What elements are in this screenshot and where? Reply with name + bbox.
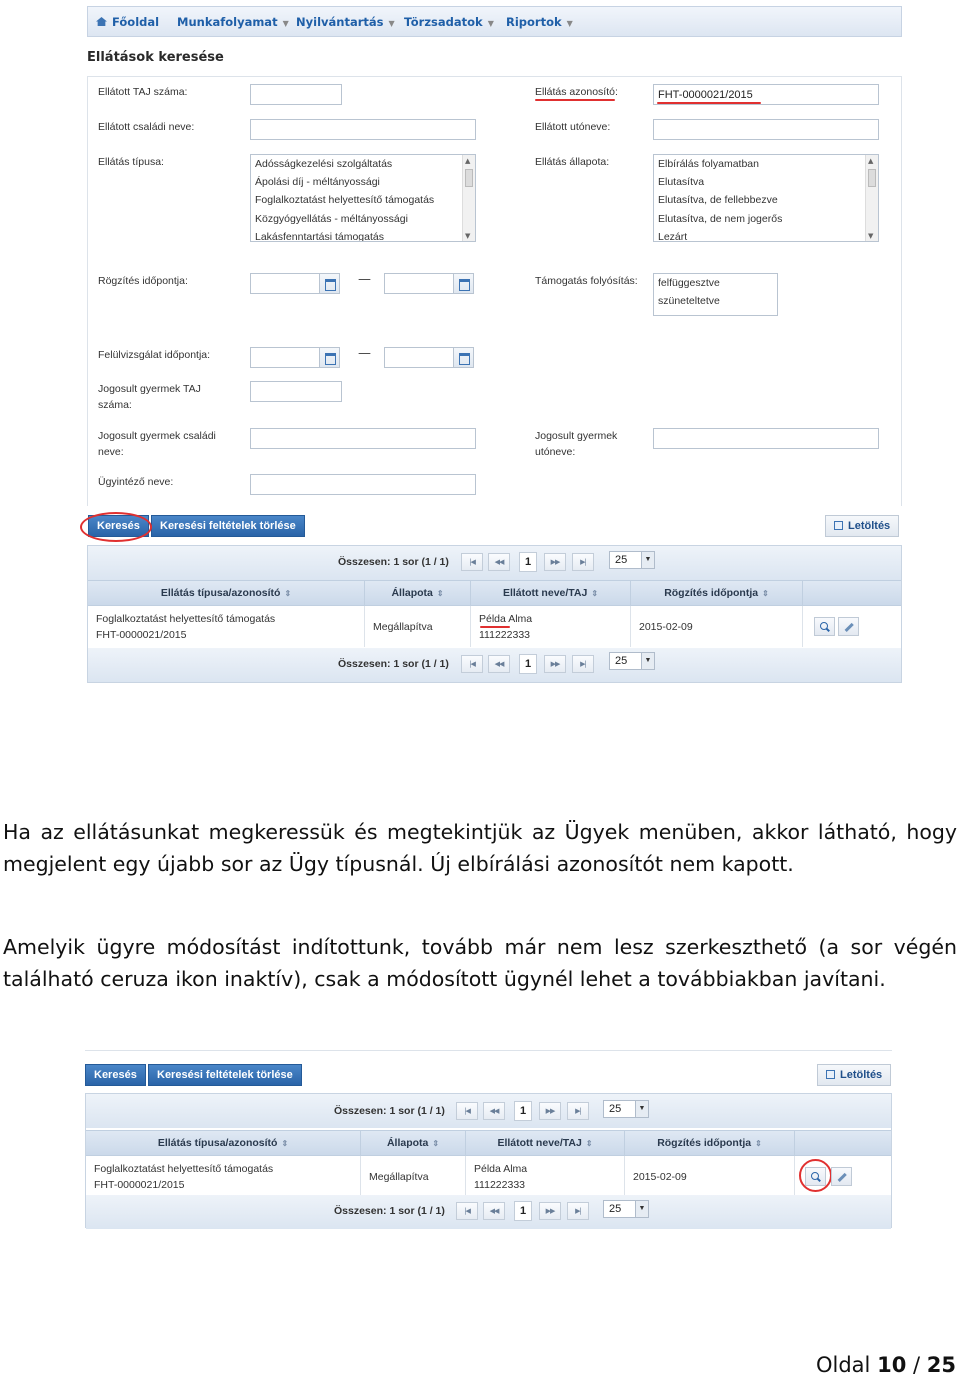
range-separator: — [358, 272, 371, 287]
cell-nev: Példa Alma 111222333 [471, 606, 631, 647]
cell-allapot: Megállapítva [365, 606, 471, 647]
grid-header [86, 1130, 891, 1156]
paragraph-1: Ha az ellátásunkat megkeressük és megtekintjük az Ügyek menüben, akkor látható, hogy megjelent egy újabb sor az Ügy típusnál. Új elbírálási azonosítót nem kapott. [3, 820, 957, 876]
calendar-icon[interactable] [319, 273, 340, 294]
felulvizsgalat-to-input[interactable] [384, 347, 454, 368]
annotation-underline [535, 99, 615, 101]
nav-riportok[interactable]: Riportok ▼ [506, 15, 573, 29]
home-icon [96, 17, 107, 26]
nav-nyilvantartas[interactable]: Nyilvántartás ▼ [296, 15, 395, 29]
results-grid [87, 545, 902, 683]
sort-icon: ⇕ [585, 1139, 593, 1148]
azonosito-label: Ellátás azonosító: [535, 86, 618, 98]
col-header-rogzites[interactable]: Rögzítés időpontja ⇕ [625, 1131, 795, 1155]
sort-icon: ⇕ [436, 589, 444, 598]
edit-pencil-icon[interactable] [831, 1167, 852, 1186]
list-item[interactable]: Adósságkezelési szolgáltatás [255, 158, 393, 170]
page-number[interactable]: 1 [519, 552, 537, 572]
ugyintezo-input[interactable] [250, 474, 476, 495]
grid-header [88, 580, 901, 606]
clear-filters-button[interactable]: Keresési feltételek törlése [151, 515, 305, 537]
allapot-label: Ellátás állapota: [535, 156, 610, 168]
clear-filters-button[interactable]: Keresési feltételek törlése [148, 1064, 302, 1086]
page-number[interactable]: 1 [514, 1201, 532, 1221]
chevron-down-icon: ▼ [487, 19, 494, 28]
calendar-icon[interactable] [453, 273, 474, 294]
pager-top [86, 1094, 891, 1128]
folyositas-listbox[interactable] [653, 273, 778, 316]
pager-summary: Összesen: 1 sor (1 / 1) [334, 1205, 445, 1217]
gyermek-csaladi-label: Jogosult gyermek családi neve: [98, 430, 216, 458]
first-page-button[interactable]: |◀ [461, 553, 483, 571]
annotation-circle [80, 512, 152, 542]
sort-icon: ⇕ [281, 1139, 289, 1148]
chevron-down-icon[interactable]: ▼ [465, 232, 471, 240]
sort-icon: ⇕ [432, 1139, 440, 1148]
nav-fooldal[interactable]: Főoldal [96, 15, 159, 29]
prev-page-button[interactable]: ◀◀ [488, 655, 510, 673]
cell-allapot: Megállapítva [361, 1156, 466, 1197]
rogzites-label: Rögzítés időpontja: [98, 275, 188, 287]
cell-tipus: Foglalkoztatást helyettesítő támogatás FHT-0000021/2015 [88, 606, 365, 647]
chevron-down-icon: ▼ [641, 552, 654, 568]
calendar-icon[interactable] [453, 347, 474, 368]
felulvizsgalat-from-input[interactable] [250, 347, 320, 368]
taj-input[interactable] [250, 84, 342, 105]
col-header-tipus[interactable]: Ellátás típusa/azonosító ⇕ [86, 1131, 361, 1155]
download-icon [834, 521, 843, 530]
footer-total-pages: 25 [926, 1353, 956, 1377]
view-magnifier-icon[interactable] [814, 617, 835, 636]
next-page-button[interactable]: ▶▶ [539, 1102, 561, 1120]
tipus-listbox[interactable] [250, 154, 476, 242]
edit-pencil-icon[interactable] [838, 617, 859, 636]
col-header-nev[interactable]: Ellátott neve/TAJ ⇕ [466, 1131, 625, 1155]
cell-tipus: Foglalkoztatást helyettesítő támogatás FHT-0000021/2015 [86, 1156, 361, 1197]
nav-munkafolyamat[interactable]: Munkafolyamat ▼ [177, 15, 289, 29]
table-row[interactable] [86, 1156, 891, 1197]
col-header-tipus[interactable]: Ellátás típusa/azonosító ⇕ [88, 581, 365, 605]
cell-rogzites: 2015-02-09 [625, 1156, 795, 1197]
pager-bottom [86, 1195, 891, 1229]
rogzites-to-input[interactable] [384, 273, 454, 294]
paragraph-2: Amelyik ügyre módosítást indítottunk, tovább már nem lesz szerkeszthető (a sor végén található ceruza ikon inaktív), csak a módosított ügynél lehet a továbbiakban javítani. [3, 935, 957, 991]
nav-torzsadatok[interactable]: Törzsadatok ▼ [404, 15, 494, 29]
section-title: Ellátások keresése [87, 50, 224, 65]
tipus-label: Ellátás típusa: [98, 156, 164, 168]
pager-bottom [88, 648, 901, 682]
chevron-up-icon[interactable]: ▲ [465, 157, 471, 165]
list-item[interactable]: Elutasítva, de nem jogerős [658, 212, 783, 225]
chevron-down-icon: ▼ [635, 1101, 648, 1117]
sort-icon: ⇕ [284, 589, 292, 598]
gyermek-utonev-label: Jogosult gyermek utóneve: [535, 430, 618, 458]
allapot-listbox[interactable] [653, 154, 879, 242]
last-page-button[interactable]: ▶| [567, 1102, 589, 1120]
footer-current-page: 10 [877, 1353, 907, 1377]
download-button[interactable]: Letöltés [825, 515, 899, 537]
pager-summary: Összesen: 1 sor (1 / 1) [334, 1105, 445, 1117]
chevron-down-icon: ▼ [641, 653, 654, 669]
list-item[interactable]: Lezárt [658, 230, 688, 242]
prev-page-button[interactable]: ◀◀ [483, 1202, 505, 1220]
cell-rogzites: 2015-02-09 [631, 606, 803, 647]
col-header-rogzites[interactable]: Rögzítés időpontja ⇕ [631, 581, 803, 605]
azonosito-input[interactable]: FHT-0000021/2015 [653, 84, 879, 105]
utonev-input[interactable] [653, 119, 879, 140]
list-item[interactable]: szüneteltetve [658, 295, 720, 308]
gyermek-taj-label: Jogosult gyermek TAJ száma: [98, 383, 201, 411]
ugyintezo-label: Ügyintéző neve: [98, 476, 174, 488]
prev-page-button[interactable]: ◀◀ [483, 1102, 505, 1120]
col-header-nev[interactable]: Ellátott neve/TAJ ⇕ [471, 581, 631, 605]
last-page-button[interactable]: ▶| [567, 1202, 589, 1220]
page-size-select[interactable]: 25 ▼ [603, 1200, 649, 1218]
list-item[interactable]: felfüggesztve [658, 277, 720, 289]
csaladi-nev-label: Ellátott családi neve: [98, 121, 195, 133]
table-row[interactable] [88, 606, 901, 647]
cell-nev: Példa Alma 111222333 [466, 1156, 625, 1197]
next-page-button[interactable]: ▶▶ [539, 1202, 561, 1220]
search-form-panel [87, 76, 902, 506]
annotation-underline [480, 626, 510, 628]
chevron-up-icon[interactable]: ▲ [868, 157, 874, 165]
page-size-select[interactable]: 25 ▼ [609, 652, 655, 670]
csaladi-nev-input[interactable] [250, 119, 476, 140]
results-grid [85, 1093, 892, 1228]
list-item[interactable]: Lakásfenntartási támogatás [255, 230, 384, 242]
list-item[interactable]: Elutasítva [658, 176, 705, 189]
chevron-down-icon: ▼ [635, 1201, 648, 1217]
chevron-down-icon: ▼ [566, 19, 573, 28]
scrollbar[interactable] [462, 155, 475, 241]
pager-top [88, 546, 901, 580]
list-item[interactable]: Foglalkoztatást helyettesítő támogatás [255, 194, 435, 207]
next-page-button[interactable]: ▶▶ [544, 655, 566, 673]
sort-icon: ⇕ [762, 589, 769, 598]
page-size-select[interactable]: 25 ▼ [609, 551, 655, 569]
search-button[interactable]: Keresés [85, 1064, 146, 1086]
prev-page-button[interactable]: ◀◀ [488, 553, 510, 571]
felulvizsgalat-label: Felülvizsgálat időpontja: [98, 349, 211, 361]
annotation-underline [657, 102, 761, 104]
chevron-down-icon: ▼ [282, 19, 289, 28]
chevron-down-icon[interactable]: ▼ [868, 232, 874, 240]
chevron-down-icon: ▼ [388, 19, 395, 28]
col-header-allapot[interactable]: Állapota ⇕ [365, 581, 471, 605]
sort-icon: ⇕ [591, 589, 599, 598]
footer-separator: / [913, 1353, 921, 1377]
page-footer [816, 1353, 956, 1377]
first-page-button[interactable]: |◀ [456, 1102, 478, 1120]
list-item[interactable]: Ápolási díj - méltányossági [255, 176, 380, 189]
screenshot-results [85, 1050, 892, 1228]
first-page-button[interactable]: |◀ [456, 1202, 478, 1220]
search-button[interactable]: Keresés [88, 515, 149, 537]
scrollbar[interactable] [865, 155, 878, 241]
gyermek-utonev-input[interactable] [653, 428, 879, 449]
calendar-icon[interactable] [319, 347, 340, 368]
footer-prefix: Oldal [815, 1353, 871, 1377]
first-page-button[interactable]: |◀ [461, 655, 483, 673]
download-icon [826, 1070, 835, 1079]
gyermek-csaladi-input[interactable] [250, 428, 476, 449]
scrollbar-thumb[interactable] [868, 169, 876, 187]
gyermek-taj-input[interactable] [250, 381, 342, 402]
scrollbar-thumb[interactable] [465, 169, 473, 187]
download-button[interactable]: Letöltés [817, 1064, 891, 1086]
pager-summary: Összesen: 1 sor (1 / 1) [338, 658, 449, 670]
sort-icon: ⇕ [755, 1139, 762, 1148]
next-page-button[interactable]: ▶▶ [544, 553, 566, 571]
folyositas-label: Támogatás folyósítás: [535, 275, 638, 287]
taj-label: Ellátott TAJ száma: [98, 86, 188, 98]
page-number[interactable]: 1 [519, 654, 537, 674]
page-size-select[interactable]: 25 ▼ [603, 1100, 649, 1118]
top-navigation [87, 6, 902, 37]
col-header-allapot[interactable]: Állapota ⇕ [361, 1131, 466, 1155]
last-page-button[interactable]: ▶| [572, 655, 594, 673]
rogzites-from-input[interactable] [250, 273, 320, 294]
page-number[interactable]: 1 [514, 1101, 532, 1121]
utonev-label: Ellátott utóneve: [535, 121, 611, 133]
annotation-circle [799, 1159, 832, 1192]
list-item[interactable]: Elbírálás folyamatban [658, 158, 759, 170]
screenshot-search-form [87, 6, 902, 683]
divider [85, 1050, 892, 1055]
range-separator: — [358, 346, 371, 361]
last-page-button[interactable]: ▶| [572, 553, 594, 571]
list-item[interactable]: Közgyógyellátás - méltányossági [255, 212, 408, 225]
pager-summary: Összesen: 1 sor (1 / 1) [338, 556, 449, 568]
list-item[interactable]: Elutasítva, de fellebbezve [658, 194, 778, 207]
